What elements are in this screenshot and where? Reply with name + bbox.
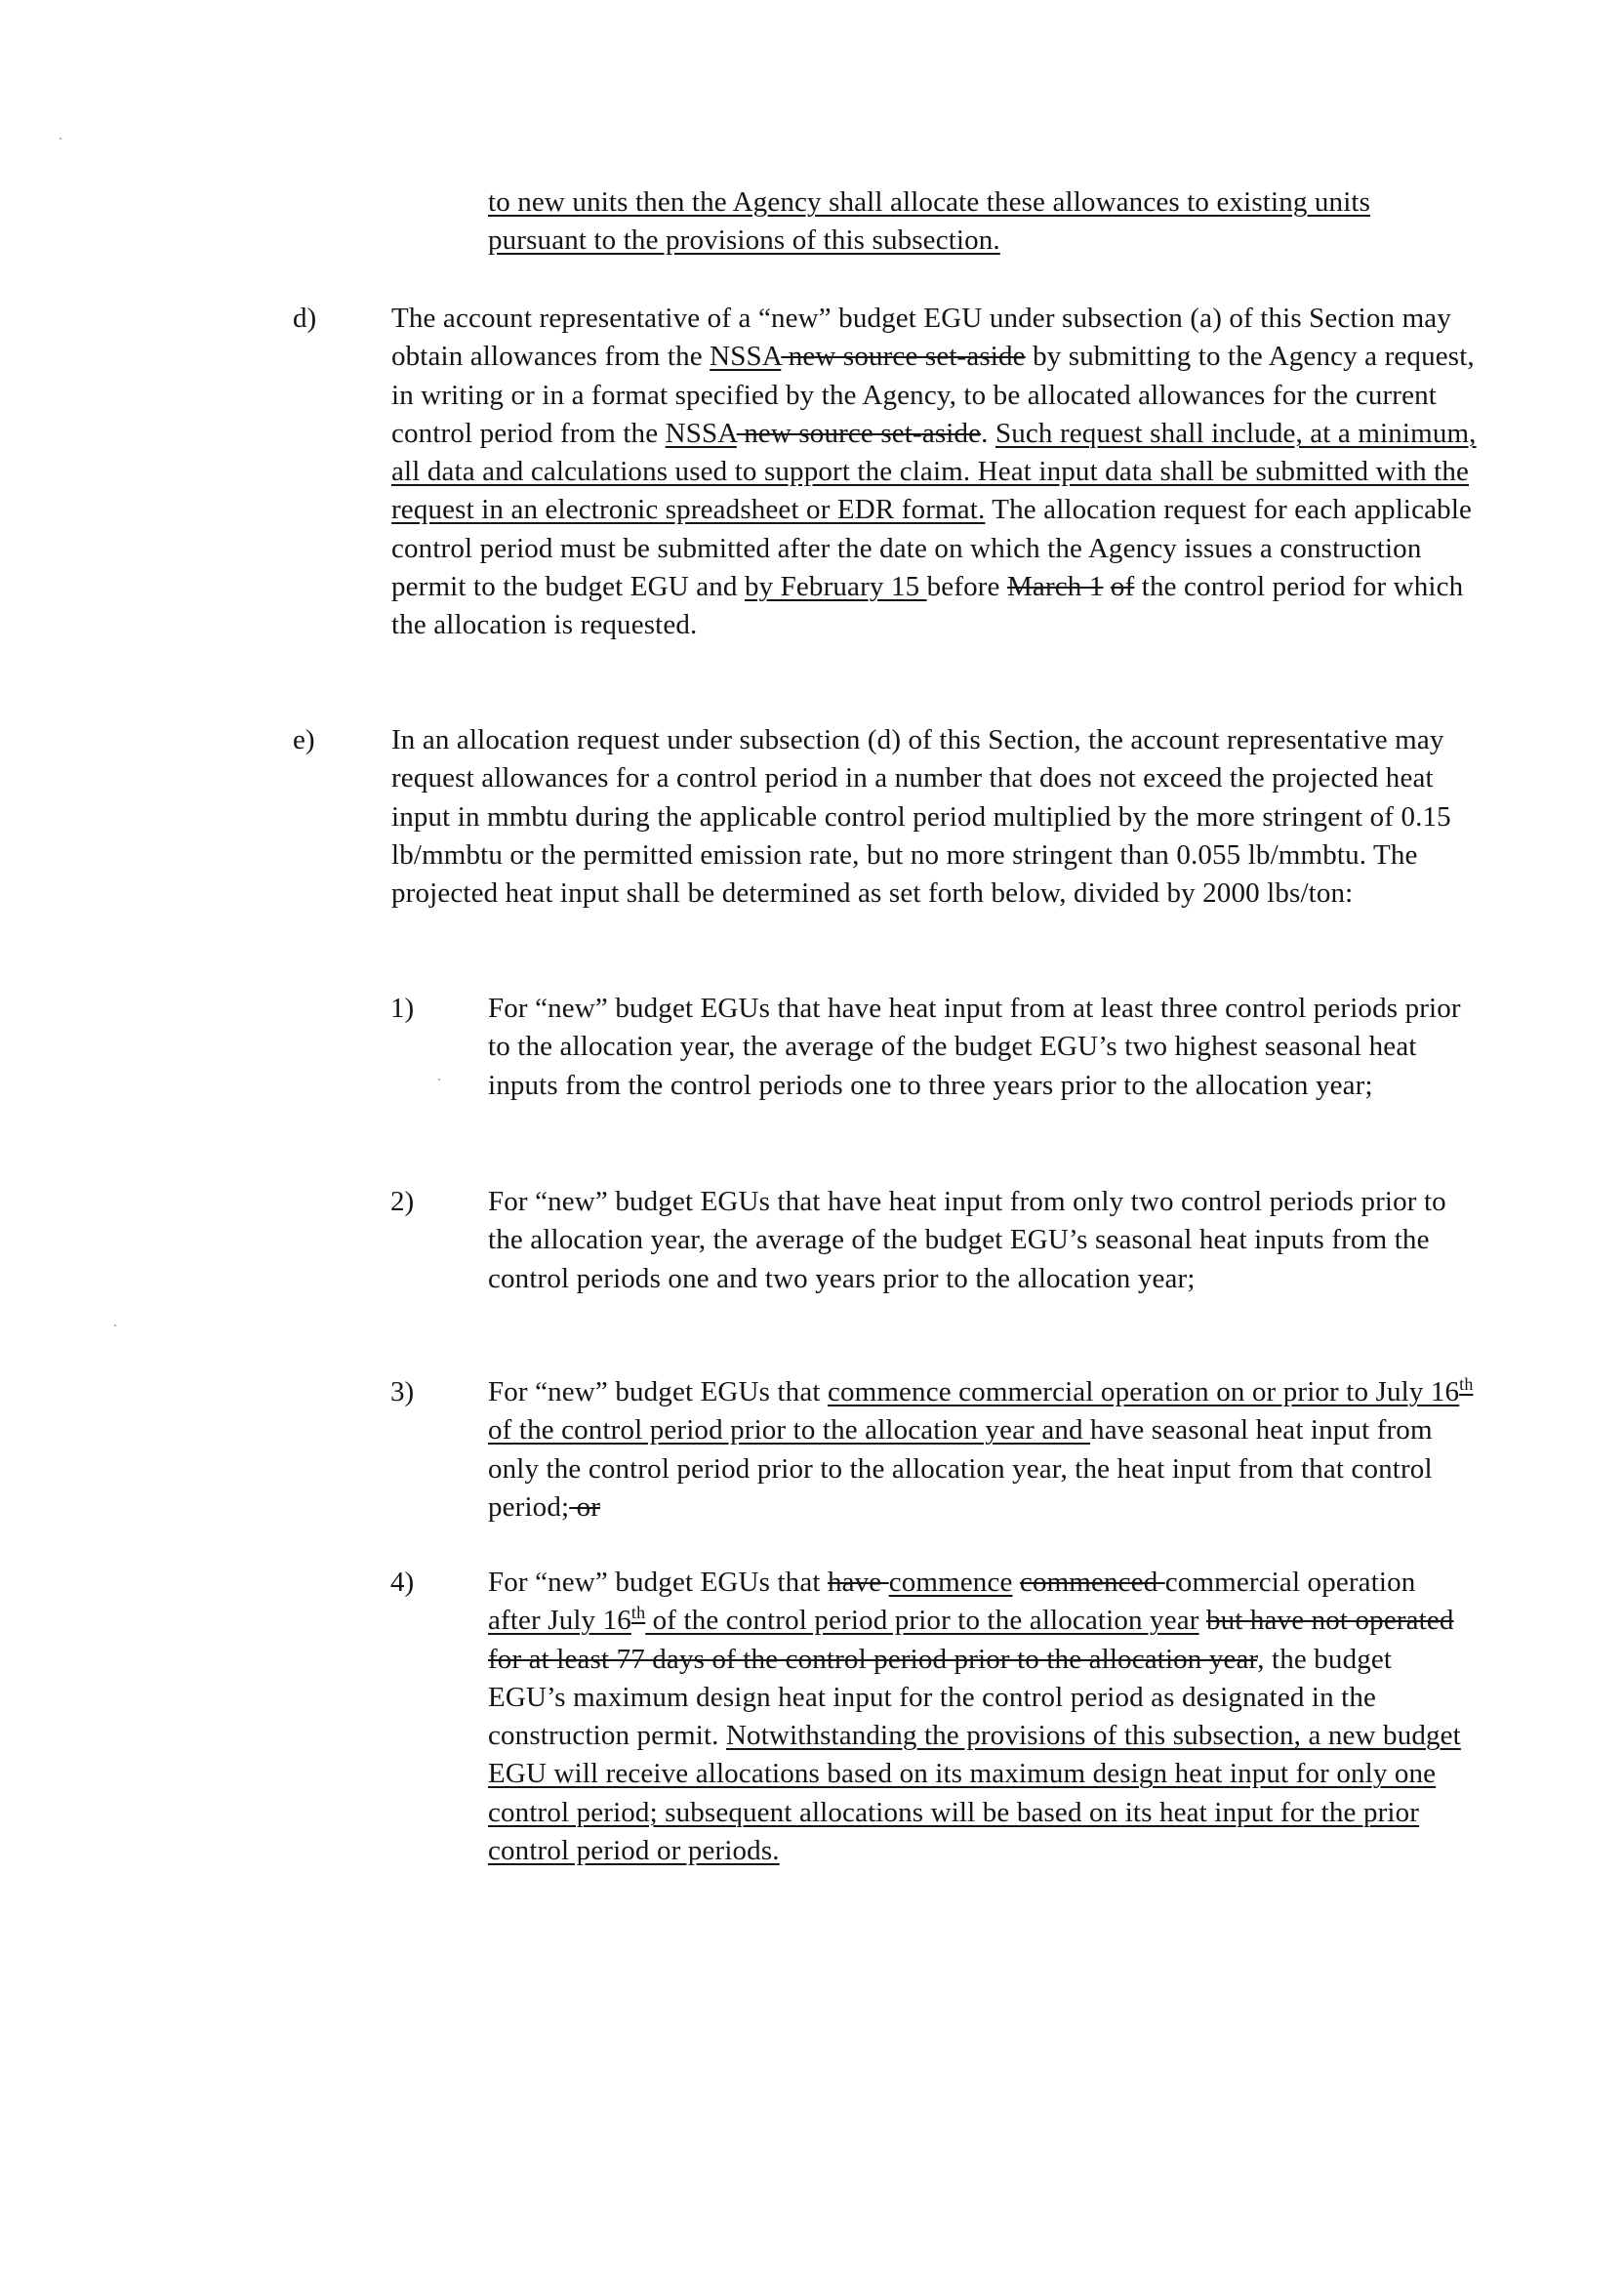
scan-speck xyxy=(60,138,61,140)
paragraph-e xyxy=(391,721,1477,913)
text-segment: For “new” budget EGUs that xyxy=(488,1376,828,1407)
text-segment: For “new” budget EGUs that have heat input from at least three control periods prior to the allocation year, the average of the budget EGU’s two highest seasonal heat inputs from the control periods one to three years prior to the allocation year; xyxy=(488,993,1461,1101)
text-segment xyxy=(1013,1567,1020,1598)
superscript-underlined-text-segment: th xyxy=(630,1603,646,1623)
struck-text-segment: March 1 xyxy=(1006,571,1104,603)
text-segment: The account representative of a “new” budget EGU under subsection (a) of this Section may obtain allowances from the xyxy=(391,303,1451,373)
underlined-text-segment: after July 16 xyxy=(488,1605,631,1637)
paragraph-label-d: d) xyxy=(293,303,317,334)
text-segment: . xyxy=(981,417,995,449)
paragraph-label-e1: 1) xyxy=(390,993,415,1024)
text-segment: the control period for which the allocation is requested. xyxy=(391,571,1464,641)
paragraph-e4 xyxy=(488,1564,1474,1870)
text-segment xyxy=(1103,571,1110,602)
struck-text-segment: new source set-aside xyxy=(781,341,1026,373)
paragraph-e2 xyxy=(488,1183,1464,1298)
underlined-text-segment: Such request shall include, at a minimum, all data and calculations used to support the claim. Heat input data shall be submitted with the request in an electronic spreadsheet or EDR format. xyxy=(391,417,1477,526)
paragraph-label-e3: 3) xyxy=(390,1376,415,1407)
text-segment: by submitting to the Agency a request, in writing or in a format specified by the Agency, to be allocated allowances for the current control period from the xyxy=(391,341,1475,449)
text-segment: , the budget EGU’s maximum design heat input for the control period as designated in the construction permit. xyxy=(488,1643,1393,1752)
superscript-underlined-text-segment: th xyxy=(1459,1374,1474,1394)
underlined-text-segment: by February 15 xyxy=(744,571,927,603)
text-segment: before xyxy=(926,571,1007,603)
paragraph-d xyxy=(391,300,1477,645)
paragraph-e1 xyxy=(488,990,1464,1105)
struck-text-segment: or xyxy=(569,1490,601,1523)
struck-text-segment: commenced xyxy=(1019,1567,1165,1598)
scan-speck xyxy=(114,1324,116,1326)
struck-text-segment: new source set-aside xyxy=(736,417,982,449)
text-segment xyxy=(1199,1605,1206,1636)
struck-text-segment: of xyxy=(1110,571,1135,603)
underlined-text-segment: commence xyxy=(888,1567,1013,1598)
underlined-text-segment: NSSA xyxy=(665,417,737,449)
struck-text-segment: but have not operated for at least 77 days of the control period prior to the allocation year xyxy=(488,1605,1454,1675)
struck-text-segment: have xyxy=(827,1567,889,1598)
text-segment: For “new” budget EGUs that have heat input from only two control periods prior to the allocation year, the average of the budget EGU’s seasonal heat inputs from the control periods one and two years prior to the allocation year; xyxy=(488,1186,1446,1294)
text-segment: In an allocation request under subsection (d) of this Section, the account representative may request allowances for a control period in a number that does not exceed the projected heat input in mmbtu during the applicable control period multiplied by the more stringent of 0.15 lb/mmbtu or the permitted emission rate, but no more stringent than 0.055 lb/mmbtu. The projected heat input shall be determined as set forth below, divided by 2000 lbs/ton: xyxy=(391,724,1451,910)
paragraph-label-e4: 4) xyxy=(390,1567,415,1598)
scan-speck xyxy=(438,1079,440,1080)
text-segment: commercial operation xyxy=(1164,1567,1416,1598)
text-segment: The allocation request for each applicable control period must be submitted after the date on which the Agency issues a construction permit to the budget EGU and xyxy=(391,494,1473,603)
paragraph-label-e2: 2) xyxy=(390,1186,415,1217)
text-segment: have seasonal heat input from only the control period prior to the allocation year, the heat input from that control period; xyxy=(488,1414,1433,1523)
underlined-text-segment: of the control period prior to the allocation year and xyxy=(488,1414,1091,1447)
paragraph-carryover xyxy=(488,183,1474,261)
underlined-text-segment: Notwithstanding the provisions of this subsection, a new budget EGU will receive allocations based on its maximum design heat input for only one control period; subsequent allocations will be based on its heat input for the prior control period or periods. xyxy=(488,1720,1461,1867)
underlined-text-segment: NSSA xyxy=(710,341,782,373)
text-segment: For “new” budget EGUs that xyxy=(488,1567,828,1598)
paragraph-e3 xyxy=(488,1373,1474,1527)
paragraph-label-e: e) xyxy=(293,724,315,755)
underlined-text-segment: to new units then the Agency shall allocate these allowances to existing units pursuant to the provisions of this subsection. xyxy=(488,186,1371,257)
underlined-text-segment: commence commercial operation on or prior to July 16 xyxy=(827,1376,1460,1407)
underlined-text-segment: of the control period prior to the allocation year xyxy=(645,1605,1199,1637)
